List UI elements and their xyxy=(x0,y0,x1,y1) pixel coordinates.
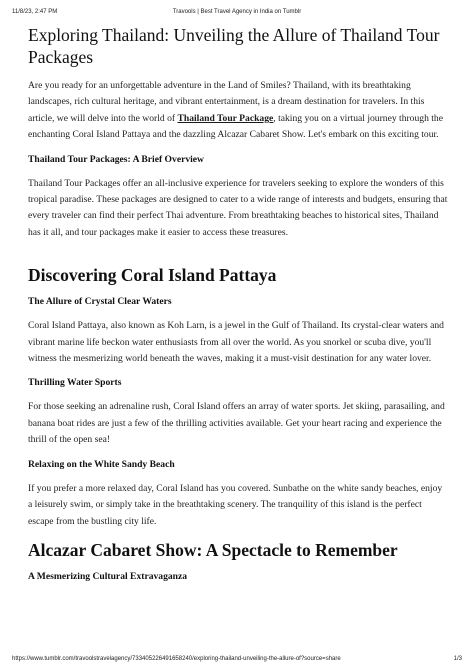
article xyxy=(28,24,448,593)
intro-text-after: , taking you on a virtual journey through the enchanting Coral Island Pattaya and the dazzling Alcazar Cabaret Show. Let's embark on this exciting tour. xyxy=(28,112,443,141)
extravaganza-heading: A Mesmerizing Cultural Extravaganza xyxy=(28,570,188,582)
thailand-tour-package-link[interactable]: Thailand Tour Package xyxy=(177,112,274,124)
intro-text-before: Are you ready for an unforgettable adventure in the Land of Smiles? Thailand, with its breathtaking landscapes, rich cultural heritage, and vibrant entertainment, is a dream destination for travelers. In this article, we will delve into the world of xyxy=(28,80,425,124)
clear-waters-heading: The Allure of Crystal Clear Waters xyxy=(28,296,172,308)
overview-paragraph: Thailand Tour Packages offer an all-inclusive experience for travelers seeking to explore the wonders of this tropical paradise. These packages are designed to cater to a wide range of interests and budgets, ensuring that every traveler can find their perfect Thai adventure. From breathtaking beaches to historical sites, Thailand has it all, and tour packages make it easier to access these treasures. xyxy=(28,177,448,238)
water-sports-heading: Thrilling Water Sports xyxy=(28,377,122,389)
article-title: Exploring Thailand: Unveiling the Allure of Thailand Tour Packages xyxy=(28,25,440,67)
page-number: 1/3 xyxy=(453,656,462,662)
sandy-beach-heading: Relaxing on the White Sandy Beach xyxy=(28,458,175,470)
overview-heading: Thailand Tour Packages: A Brief Overview xyxy=(28,153,204,165)
clear-waters-paragraph: Coral Island Pattaya, also known as Koh Larn, is a jewel in the Gulf of Thailand. Its crystal-clear waters and vibrant marine life beckon water enthusiasts from all over the world. As you snorkel or scuba dive, you'll witness the mesmerizing world beneath the waves, making it a must-visit destination for any water lover. xyxy=(28,320,444,365)
print-header xyxy=(12,9,462,19)
print-footer xyxy=(12,652,462,662)
print-page-title: Travools | Best Travel Agency in India on Tumblr xyxy=(172,9,302,15)
alcazar-heading: Alcazar Cabaret Show: A Spectacle to Remember xyxy=(28,539,398,560)
section-spacer xyxy=(28,250,448,264)
intro-paragraph xyxy=(28,78,448,144)
sandy-beach-paragraph: If you prefer a more relaxed day, Coral Island has you covered. Sunbathe on the white sandy beaches, enjoy a leisurely swim, or simply take in the breathtaking scenery. The tranquility of this island is the perfect escape from the bustling city life. xyxy=(28,482,443,527)
print-url: https://www.tumblr.com/travoolstravelagency/733405226491658240/exploring-thailand-unveiling-the-allure-of?source=share xyxy=(12,656,341,662)
coral-island-heading: Discovering Coral Island Pattaya xyxy=(28,265,277,286)
water-sports-paragraph: For those seeking an adrenaline rush, Coral Island offers an array of water sports. Jet skiing, parasailing, and banana boat rides are just a few of the thrilling activities available. Get your heart racing and experience the thrill of the open sea! xyxy=(28,401,445,446)
print-date: 11/8/23, 2:47 PM xyxy=(12,9,58,15)
